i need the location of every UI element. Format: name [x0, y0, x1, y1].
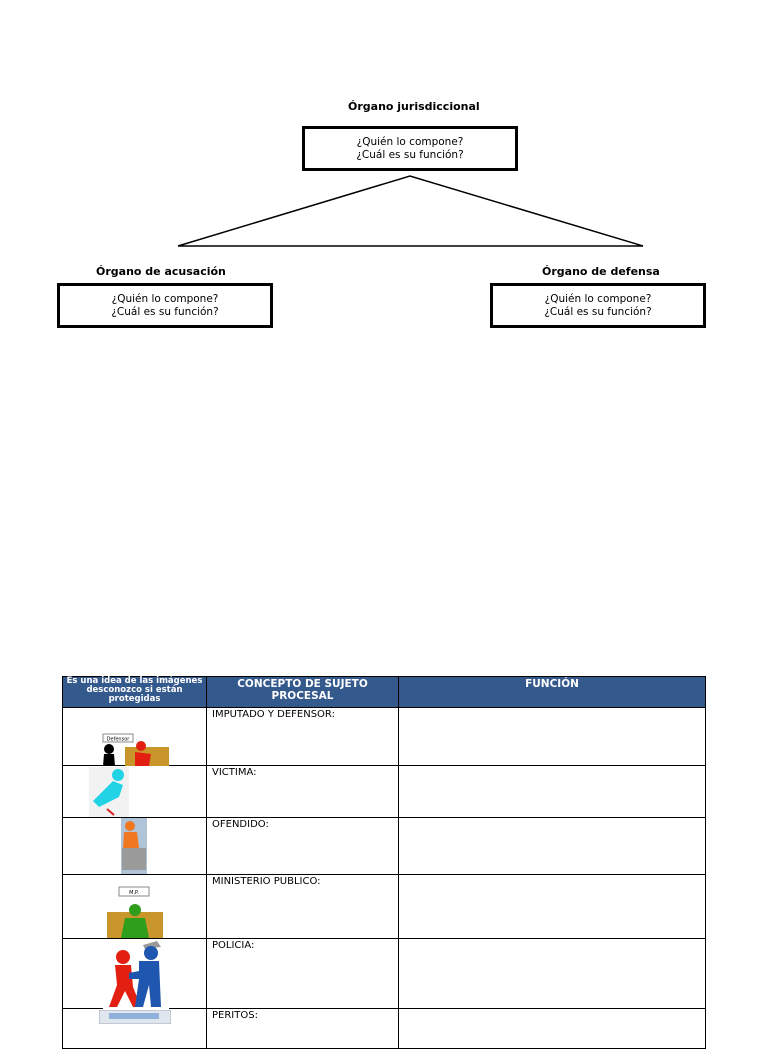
image-cell [63, 708, 207, 766]
victim-figure-icon [89, 767, 129, 817]
table-row [63, 818, 706, 875]
top-question-function: ¿Cuál es su función? [356, 148, 464, 161]
function-cell[interactable] [399, 1009, 706, 1049]
defender-sign-label: Defensor [106, 736, 130, 743]
left-question-function: ¿Cuál es su función? [111, 305, 219, 318]
prosecutor-figure-icon [105, 878, 165, 938]
concept-cell [207, 1009, 399, 1049]
right-organ-box [490, 283, 706, 328]
offended-figure-icon [121, 818, 147, 874]
concept-label: MINISTERIO PUBLICO: [212, 876, 321, 887]
image-cell [63, 1009, 207, 1049]
procedural-subjects-table [62, 676, 706, 1049]
concept-cell [207, 939, 399, 1009]
defender-figures-icon [99, 732, 171, 766]
concept-cell [207, 766, 399, 818]
prosecutor-sign-label: M.P. [129, 890, 139, 896]
right-organ-title: Órgano de defensa [542, 265, 660, 278]
header-images: Es una idea de las imágenes desconozco si están protegidas [63, 677, 207, 708]
experts-figure-icon [99, 1010, 171, 1024]
image-cell [63, 875, 207, 939]
function-cell[interactable] [399, 875, 706, 939]
function-cell[interactable] [399, 766, 706, 818]
connector-triangle [0, 0, 768, 260]
police-figures-icon [103, 939, 169, 1009]
right-question-function: ¿Cuál es su función? [544, 305, 652, 318]
table-row [63, 766, 706, 818]
left-question-who: ¿Quién lo compone? [111, 292, 219, 305]
left-organ-title: Órgano de acusación [96, 265, 226, 278]
concept-label: PERITOS: [212, 1010, 258, 1021]
top-organ-title: Órgano jurisdiccional [348, 100, 480, 113]
concept-label: IMPUTADO Y DEFENSOR: [212, 709, 335, 720]
header-concept: CONCEPTO DE SUJETO PROCESAL [207, 677, 399, 708]
function-cell[interactable] [399, 708, 706, 766]
concept-cell [207, 818, 399, 875]
header-function: FUNCIÓN [399, 677, 706, 708]
concept-cell [207, 875, 399, 939]
concept-label: VICTIMA: [212, 767, 257, 778]
function-cell[interactable] [399, 939, 706, 1009]
function-cell[interactable] [399, 818, 706, 875]
concept-cell [207, 708, 399, 766]
concept-label: OFENDIDO: [212, 819, 269, 830]
right-question-who: ¿Quién lo compone? [544, 292, 652, 305]
image-cell [63, 818, 207, 875]
image-cell [63, 766, 207, 818]
concept-label: POLICIA: [212, 940, 255, 951]
table-row [63, 875, 706, 939]
left-organ-box [57, 283, 273, 328]
image-cell [63, 939, 207, 1009]
table-row [63, 939, 706, 1009]
table-header-row [63, 677, 706, 708]
table-row [63, 1009, 706, 1049]
table-row [63, 708, 706, 766]
top-question-who: ¿Quién lo compone? [356, 135, 464, 148]
